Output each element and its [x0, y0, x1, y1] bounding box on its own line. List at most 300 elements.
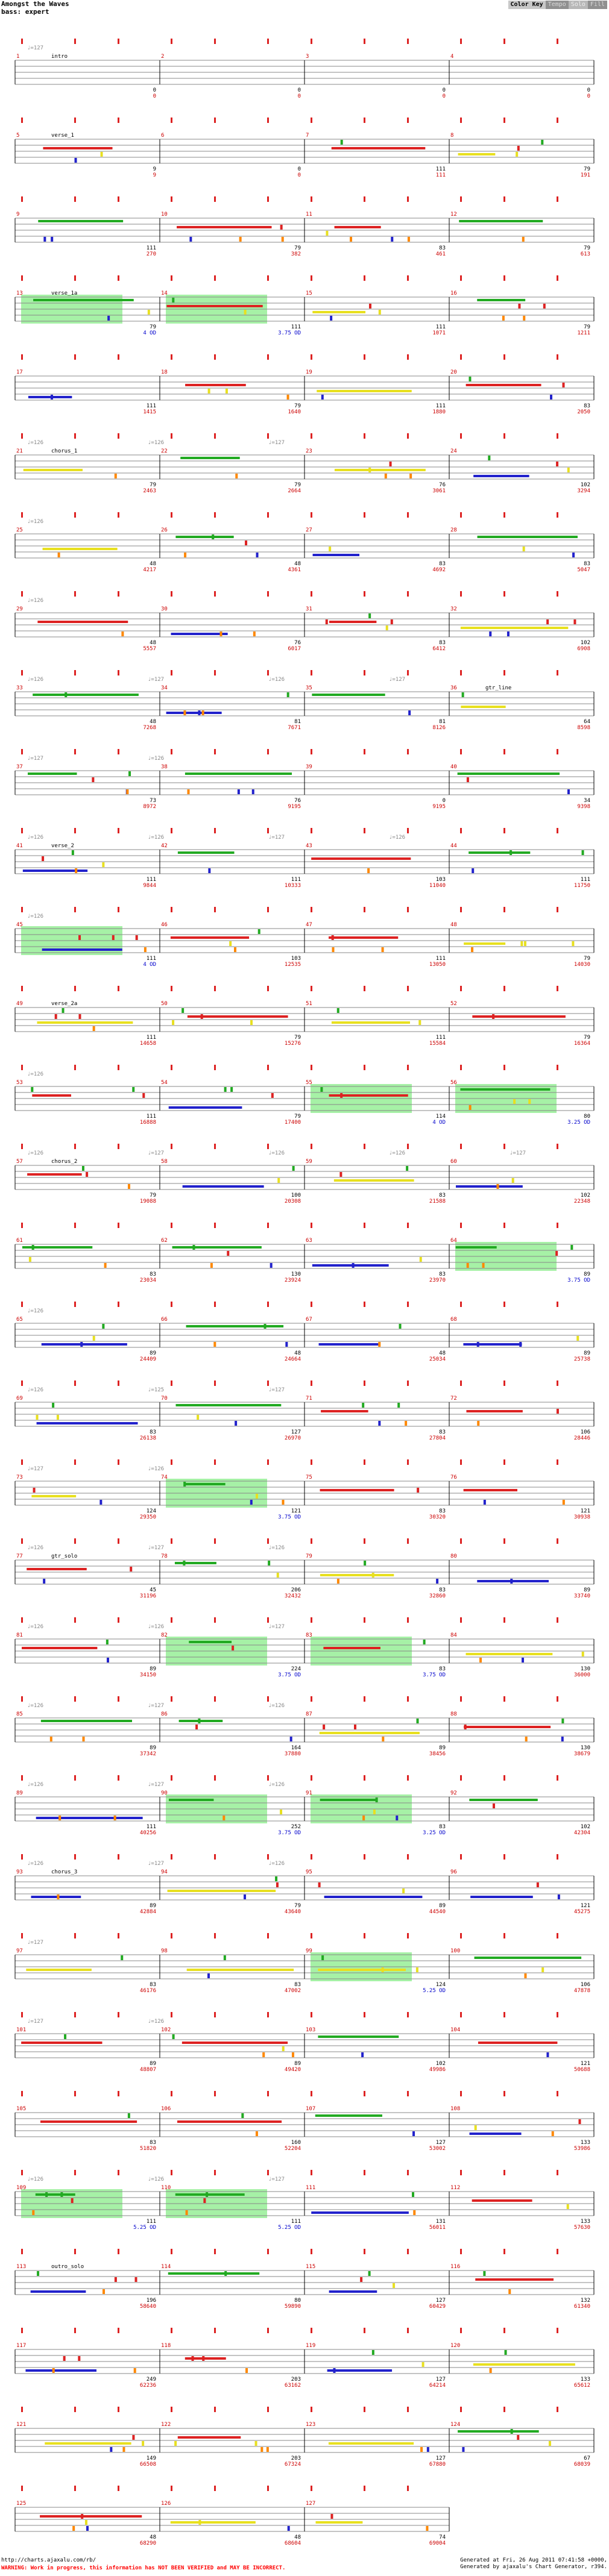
beat-marker [74, 433, 76, 439]
beat-marker [460, 2328, 462, 2333]
measure-number: 28 [450, 527, 457, 533]
measure-note-count: 79 [294, 403, 301, 409]
measure-number: 6 [161, 133, 165, 139]
beat-marker [407, 39, 409, 44]
measure-number: 27 [306, 527, 312, 533]
measure-note-count: 111 [435, 1035, 446, 1041]
beat-marker [557, 1380, 558, 1386]
note-gem [417, 1488, 419, 1493]
measure-number: 2 [161, 54, 165, 60]
note-gem [578, 2119, 581, 2124]
tempo-marker: ♩=127 [268, 2176, 285, 2183]
measure-note-count: 203 [291, 2455, 301, 2462]
measure-score: 32432 [284, 1593, 301, 1599]
beat-marker [118, 2249, 119, 2254]
beat-marker [267, 1933, 269, 1938]
note-gem [192, 1245, 195, 1250]
sustain-bar [461, 627, 568, 629]
tempo-marker: ♩=126 [27, 2176, 44, 2183]
measure-note-count: 121 [580, 1508, 590, 1514]
note-gem [282, 237, 284, 242]
section-label: verse_2a [51, 1001, 78, 1007]
measure-score: 30320 [429, 1514, 446, 1520]
measure-note-count: 79 [150, 482, 156, 488]
beat-marker [407, 1065, 409, 1070]
beat-marker [21, 1380, 23, 1386]
note-gem [519, 1342, 522, 1347]
beat-marker [74, 670, 76, 675]
beat-marker [267, 1380, 269, 1386]
beat-marker [171, 2486, 172, 2491]
sustain-bar [24, 469, 83, 471]
beat-marker [118, 1459, 119, 1465]
measure-score: 34150 [139, 1672, 156, 1678]
measure-number: 25 [16, 527, 23, 533]
tempo-marker: ♩=126 [148, 2176, 165, 2183]
measure-score: 17400 [284, 1120, 301, 1126]
measure-note-count: 224 [291, 1666, 301, 1672]
section-label: gtr_line [485, 685, 512, 691]
beat-marker [214, 1223, 216, 1228]
beat-marker [407, 1538, 409, 1544]
measure-score: 12535 [284, 962, 301, 968]
note-gem [397, 1403, 400, 1408]
measure-note-count: 80 [294, 2298, 301, 2304]
note-gem [212, 534, 214, 539]
measure-note-count: 111 [146, 403, 156, 409]
note-gem [396, 1816, 398, 1820]
measure-number: 62 [161, 1238, 168, 1244]
sustain-bar [469, 1799, 537, 1801]
measure-score: 69004 [429, 2540, 446, 2546]
measure-note-count: 102 [580, 640, 590, 646]
beat-marker [118, 591, 119, 597]
beat-marker [74, 2170, 76, 2175]
beat-marker [267, 1223, 269, 1228]
note-gem [82, 1166, 84, 1171]
beat-marker [171, 2012, 172, 2017]
tempo-marker: ♩=126 [389, 835, 406, 841]
measure-number: 85 [16, 1711, 23, 1717]
beat-marker [21, 2486, 23, 2491]
beat-marker [214, 591, 216, 597]
beat-marker [267, 1617, 269, 1623]
tempo-marker: ♩=126 [268, 1861, 285, 1867]
measure-number: 20 [450, 369, 457, 375]
beat-marker [557, 2012, 558, 2017]
sustain-bar [334, 1179, 414, 1182]
note-gem [567, 468, 570, 472]
beat-marker [214, 1538, 216, 1544]
footer-generated [460, 2557, 607, 2571]
beat-marker [118, 196, 119, 202]
beat-marker [557, 670, 558, 675]
beat-marker [118, 1302, 119, 1307]
beat-marker [267, 2091, 269, 2096]
song-title: Amongst the Waves [1, 0, 69, 8]
measure-note-count: 0 [297, 166, 301, 172]
measure-number: 104 [450, 2027, 461, 2033]
beat-marker [364, 118, 365, 123]
beat-marker [21, 828, 23, 833]
note-gem [72, 850, 74, 855]
measure-note-count: 111 [146, 245, 156, 251]
tempo-marker: ♩=126 [268, 1150, 285, 1156]
note-gem [115, 2277, 117, 2282]
note-gem [33, 1488, 36, 1493]
measure-number: 9 [16, 212, 20, 218]
measure-score: 16364 [573, 1041, 590, 1047]
beat-marker [460, 1302, 462, 1307]
note-gem [462, 2447, 464, 2452]
sustain-bar [32, 1094, 71, 1097]
measure-score: 30938 [573, 1514, 590, 1520]
measure-score: 3.75 OD [567, 1277, 590, 1283]
beat-marker [267, 118, 269, 123]
sustain-bar [475, 1957, 582, 1959]
beat-marker [503, 1696, 505, 1702]
beat-marker [460, 39, 462, 44]
note-gem [558, 1894, 560, 1899]
note-gem [287, 395, 289, 400]
sustain-bar [478, 536, 578, 538]
beat-marker [364, 591, 365, 597]
measure-score: 3294 [577, 488, 590, 494]
note-gem [110, 2447, 112, 2452]
measure-score: 36000 [573, 1672, 590, 1678]
measure-number: 81 [16, 1632, 23, 1638]
measure-score: 49420 [284, 2067, 301, 2073]
beat-marker [21, 196, 23, 202]
measure-number: 89 [16, 1790, 23, 1796]
measure-note-count: 111 [146, 877, 156, 883]
beat-marker [214, 1933, 216, 1938]
measure-number: 86 [161, 1711, 168, 1717]
note-gem [62, 1008, 65, 1013]
measure-score: 27804 [429, 1435, 446, 1441]
measure-number: 18 [161, 369, 168, 375]
beat-marker [267, 1302, 269, 1307]
measure-score: 56011 [429, 2225, 446, 2231]
measure-number: 4 [450, 54, 454, 60]
note-gem [382, 1737, 384, 1741]
beat-marker [21, 1617, 23, 1623]
sustain-bar [312, 311, 365, 313]
measure-number: 47 [306, 922, 312, 928]
note-gem [282, 1500, 284, 1505]
beat-marker [267, 749, 269, 754]
sustain-bar [318, 2035, 399, 2038]
measure-score: 5.25 OD [133, 2225, 156, 2231]
note-gem [75, 158, 77, 163]
measure-number: 29 [16, 606, 23, 612]
beat-marker [364, 1538, 365, 1544]
note-gem [132, 2435, 134, 2440]
beat-marker [364, 1933, 365, 1938]
beat-marker [21, 433, 23, 439]
beat-marker [267, 1854, 269, 1860]
beat-marker [311, 354, 312, 360]
beat-marker [267, 1775, 269, 1781]
beat-marker [364, 1065, 365, 1070]
note-gem [561, 1737, 564, 1741]
note-gem [148, 310, 150, 315]
beat-marker [311, 196, 312, 202]
tempo-marker: ♩=127 [268, 835, 285, 841]
measure-number: 10 [161, 212, 168, 218]
measure-number: 22 [161, 448, 168, 454]
note-gem [524, 941, 526, 946]
beat-marker [407, 1696, 409, 1702]
sustain-bar [321, 1410, 368, 1412]
measure-note-count: 89 [150, 1666, 156, 1672]
color-key-label: Color Key [508, 1, 546, 9]
beat-marker [214, 1144, 216, 1149]
measure-note-count: 89 [150, 2061, 156, 2067]
beat-marker [21, 907, 23, 912]
note-gem [37, 2271, 39, 2276]
beat-marker [267, 512, 269, 518]
measure-score: 67880 [429, 2462, 446, 2468]
note-gem [552, 2131, 554, 2136]
beat-marker [214, 1459, 216, 1465]
measure-note-count: 34 [584, 798, 590, 804]
sustain-bar [470, 2133, 522, 2135]
sustain-bar [185, 772, 292, 775]
measure-number: 105 [16, 2106, 27, 2112]
beat-marker [21, 1459, 23, 1465]
beat-marker [503, 1144, 505, 1149]
note-gem [436, 1579, 438, 1584]
beat-marker [214, 1854, 216, 1860]
note-gem [290, 1737, 292, 1741]
beat-marker [74, 2091, 76, 2096]
beat-marker [214, 986, 216, 991]
note-gem [502, 316, 505, 321]
measure-number: 11 [306, 212, 312, 218]
beat-marker [311, 1854, 312, 1860]
measure-number: 40 [450, 764, 457, 770]
measure-number: 82 [161, 1632, 168, 1638]
beat-marker [171, 118, 172, 123]
beat-marker [557, 354, 558, 360]
sustain-bar [473, 475, 529, 477]
measure-number: 84 [450, 1632, 457, 1638]
beat-marker [460, 670, 462, 675]
tempo-marker: ♩=126 [27, 598, 44, 604]
note-gem [292, 2052, 294, 2057]
beat-marker [118, 1775, 119, 1781]
beat-marker [171, 1854, 172, 1860]
measure-note-count: 102 [435, 2061, 446, 2067]
note-gem [52, 1403, 54, 1408]
beat-marker [171, 2091, 172, 2096]
sustain-bar [466, 1653, 553, 1655]
note-gem [206, 2192, 208, 2197]
measure-number: 78 [161, 1553, 168, 1559]
measure-score: 3.25 OD [567, 1120, 590, 1126]
beat-marker [364, 2170, 365, 2175]
measure-score: 0 [442, 93, 446, 99]
measure-number: 127 [306, 2501, 316, 2507]
sustain-bar [324, 1896, 423, 1898]
measure-number: 56 [450, 1080, 457, 1086]
measure-note-count: 83 [439, 1508, 446, 1514]
measure-number: 33 [16, 685, 23, 691]
footer-warning: WARNING: Work in progress, this information has NOT BEEN VERIFIED and MAY BE INCORRECT. [1, 2565, 286, 2571]
measure-note-count: 249 [146, 2377, 156, 2383]
beat-marker [171, 275, 172, 281]
beat-marker [118, 749, 119, 754]
sustain-bar [327, 2369, 392, 2372]
note-gem [426, 2526, 428, 2531]
measure-score: 28446 [573, 1435, 590, 1441]
note-gem [256, 1494, 258, 1499]
beat-marker [407, 670, 409, 675]
note-gem [101, 152, 103, 157]
note-gem [213, 1342, 216, 1347]
beat-marker [311, 749, 312, 754]
measure-score: 3.75 OD [278, 1830, 301, 1836]
note-gem [462, 692, 464, 697]
measure-score: 48807 [139, 2067, 156, 2073]
sustain-bar [38, 220, 123, 222]
measure-score: 8598 [577, 725, 590, 731]
note-gem [256, 2131, 258, 2136]
beat-marker [171, 1617, 172, 1623]
sustain-bar [178, 851, 235, 854]
note-gem [121, 1955, 123, 1960]
note-gem [413, 2210, 415, 2215]
note-gem [330, 2514, 333, 2519]
measure-score: 22348 [573, 1199, 590, 1205]
measure-score: 6412 [432, 646, 446, 652]
beat-marker [460, 986, 462, 991]
sustain-bar [469, 851, 530, 854]
measure-score: 3.75 OD [278, 1514, 301, 1520]
measure-number: 37 [16, 764, 23, 770]
measure-note-count: 111 [435, 166, 446, 172]
measure-score: 3.25 OD [423, 1830, 446, 1836]
note-gem [556, 462, 558, 466]
sustain-bar [311, 857, 411, 860]
beat-marker [74, 1223, 76, 1228]
note-gem [208, 389, 210, 393]
beat-marker [171, 1302, 172, 1307]
beat-marker [171, 39, 172, 44]
beat-marker [171, 196, 172, 202]
sustain-bar [177, 226, 271, 228]
beat-marker [74, 1617, 76, 1623]
measure-score: 1211 [577, 330, 590, 336]
beat-marker [503, 39, 505, 44]
beat-marker [311, 39, 312, 44]
beat-marker [407, 1459, 409, 1465]
beat-marker [118, 670, 119, 675]
measure-note-count: 111 [291, 877, 301, 883]
beat-marker [407, 1933, 409, 1938]
note-gem [75, 868, 77, 873]
note-gem [520, 941, 523, 946]
note-gem [367, 868, 370, 873]
beat-marker [21, 2170, 23, 2175]
measure-score: 52204 [284, 2146, 301, 2152]
measure-note-count: 111 [146, 2219, 156, 2225]
measure-number: 71 [306, 1396, 312, 1402]
note-gem [203, 2198, 206, 2203]
note-gem [50, 1737, 52, 1741]
measure-note-count: 0 [442, 87, 446, 93]
footer-url[interactable]: http://charts.ajaxalu.com/rb/ [1, 2557, 96, 2563]
note-gem [72, 2526, 75, 2531]
note-gem [43, 1579, 45, 1584]
note-gem [103, 2289, 105, 2294]
sustain-bar [175, 536, 233, 538]
measure-score: 15276 [284, 1041, 301, 1047]
beat-marker [21, 39, 23, 44]
beat-marker [557, 591, 558, 597]
measure-note-count: 103 [291, 956, 301, 962]
beat-marker [267, 2328, 269, 2333]
note-gem [57, 1894, 59, 1899]
note-gem [329, 547, 331, 551]
tempo-marker: ♩=127 [389, 677, 406, 683]
measure-number: 64 [450, 1238, 457, 1244]
measure-number: 96 [450, 1869, 457, 1875]
measure-note-count: 133 [580, 2219, 590, 2225]
beat-marker [74, 1065, 76, 1070]
beat-marker [21, 1223, 23, 1228]
measure-note-count: 45 [150, 1587, 156, 1593]
beat-marker [311, 512, 312, 518]
note-gem [224, 1087, 227, 1092]
beat-marker [118, 1380, 119, 1386]
beat-marker [171, 2328, 172, 2333]
note-gem [417, 1719, 419, 1723]
measure-note-count: 73 [150, 798, 156, 804]
note-gem [517, 146, 520, 151]
beat-marker [171, 1538, 172, 1544]
measure-note-count: 102 [580, 1192, 590, 1199]
measure-number: 94 [161, 1869, 168, 1875]
measure-note-count: 76 [439, 482, 446, 488]
sustain-bar [335, 469, 426, 471]
measure-score: 24409 [139, 1356, 156, 1362]
note-gem [326, 619, 328, 624]
beat-marker [503, 670, 505, 675]
measure-number: 23 [306, 448, 312, 454]
measure-number: 45 [16, 922, 23, 928]
beat-marker [460, 1144, 462, 1149]
measure-number: 123 [306, 2422, 316, 2428]
note-gem [382, 1967, 384, 1972]
measure-note-count: 79 [294, 245, 301, 251]
note-gem [192, 2356, 194, 2361]
beat-marker [214, 670, 216, 675]
measure-number: 39 [306, 764, 312, 770]
note-gem [482, 1263, 485, 1268]
note-gem [51, 395, 53, 400]
measure-score: 40256 [139, 1830, 156, 1836]
beat-marker [74, 1459, 76, 1465]
note-gem [354, 1725, 356, 1729]
measure-note-count: 111 [435, 403, 446, 409]
beat-marker [118, 1538, 119, 1544]
note-gem [368, 2271, 371, 2276]
beat-marker [311, 1144, 312, 1149]
beat-marker [21, 354, 23, 360]
sustain-bar [320, 1732, 420, 1734]
